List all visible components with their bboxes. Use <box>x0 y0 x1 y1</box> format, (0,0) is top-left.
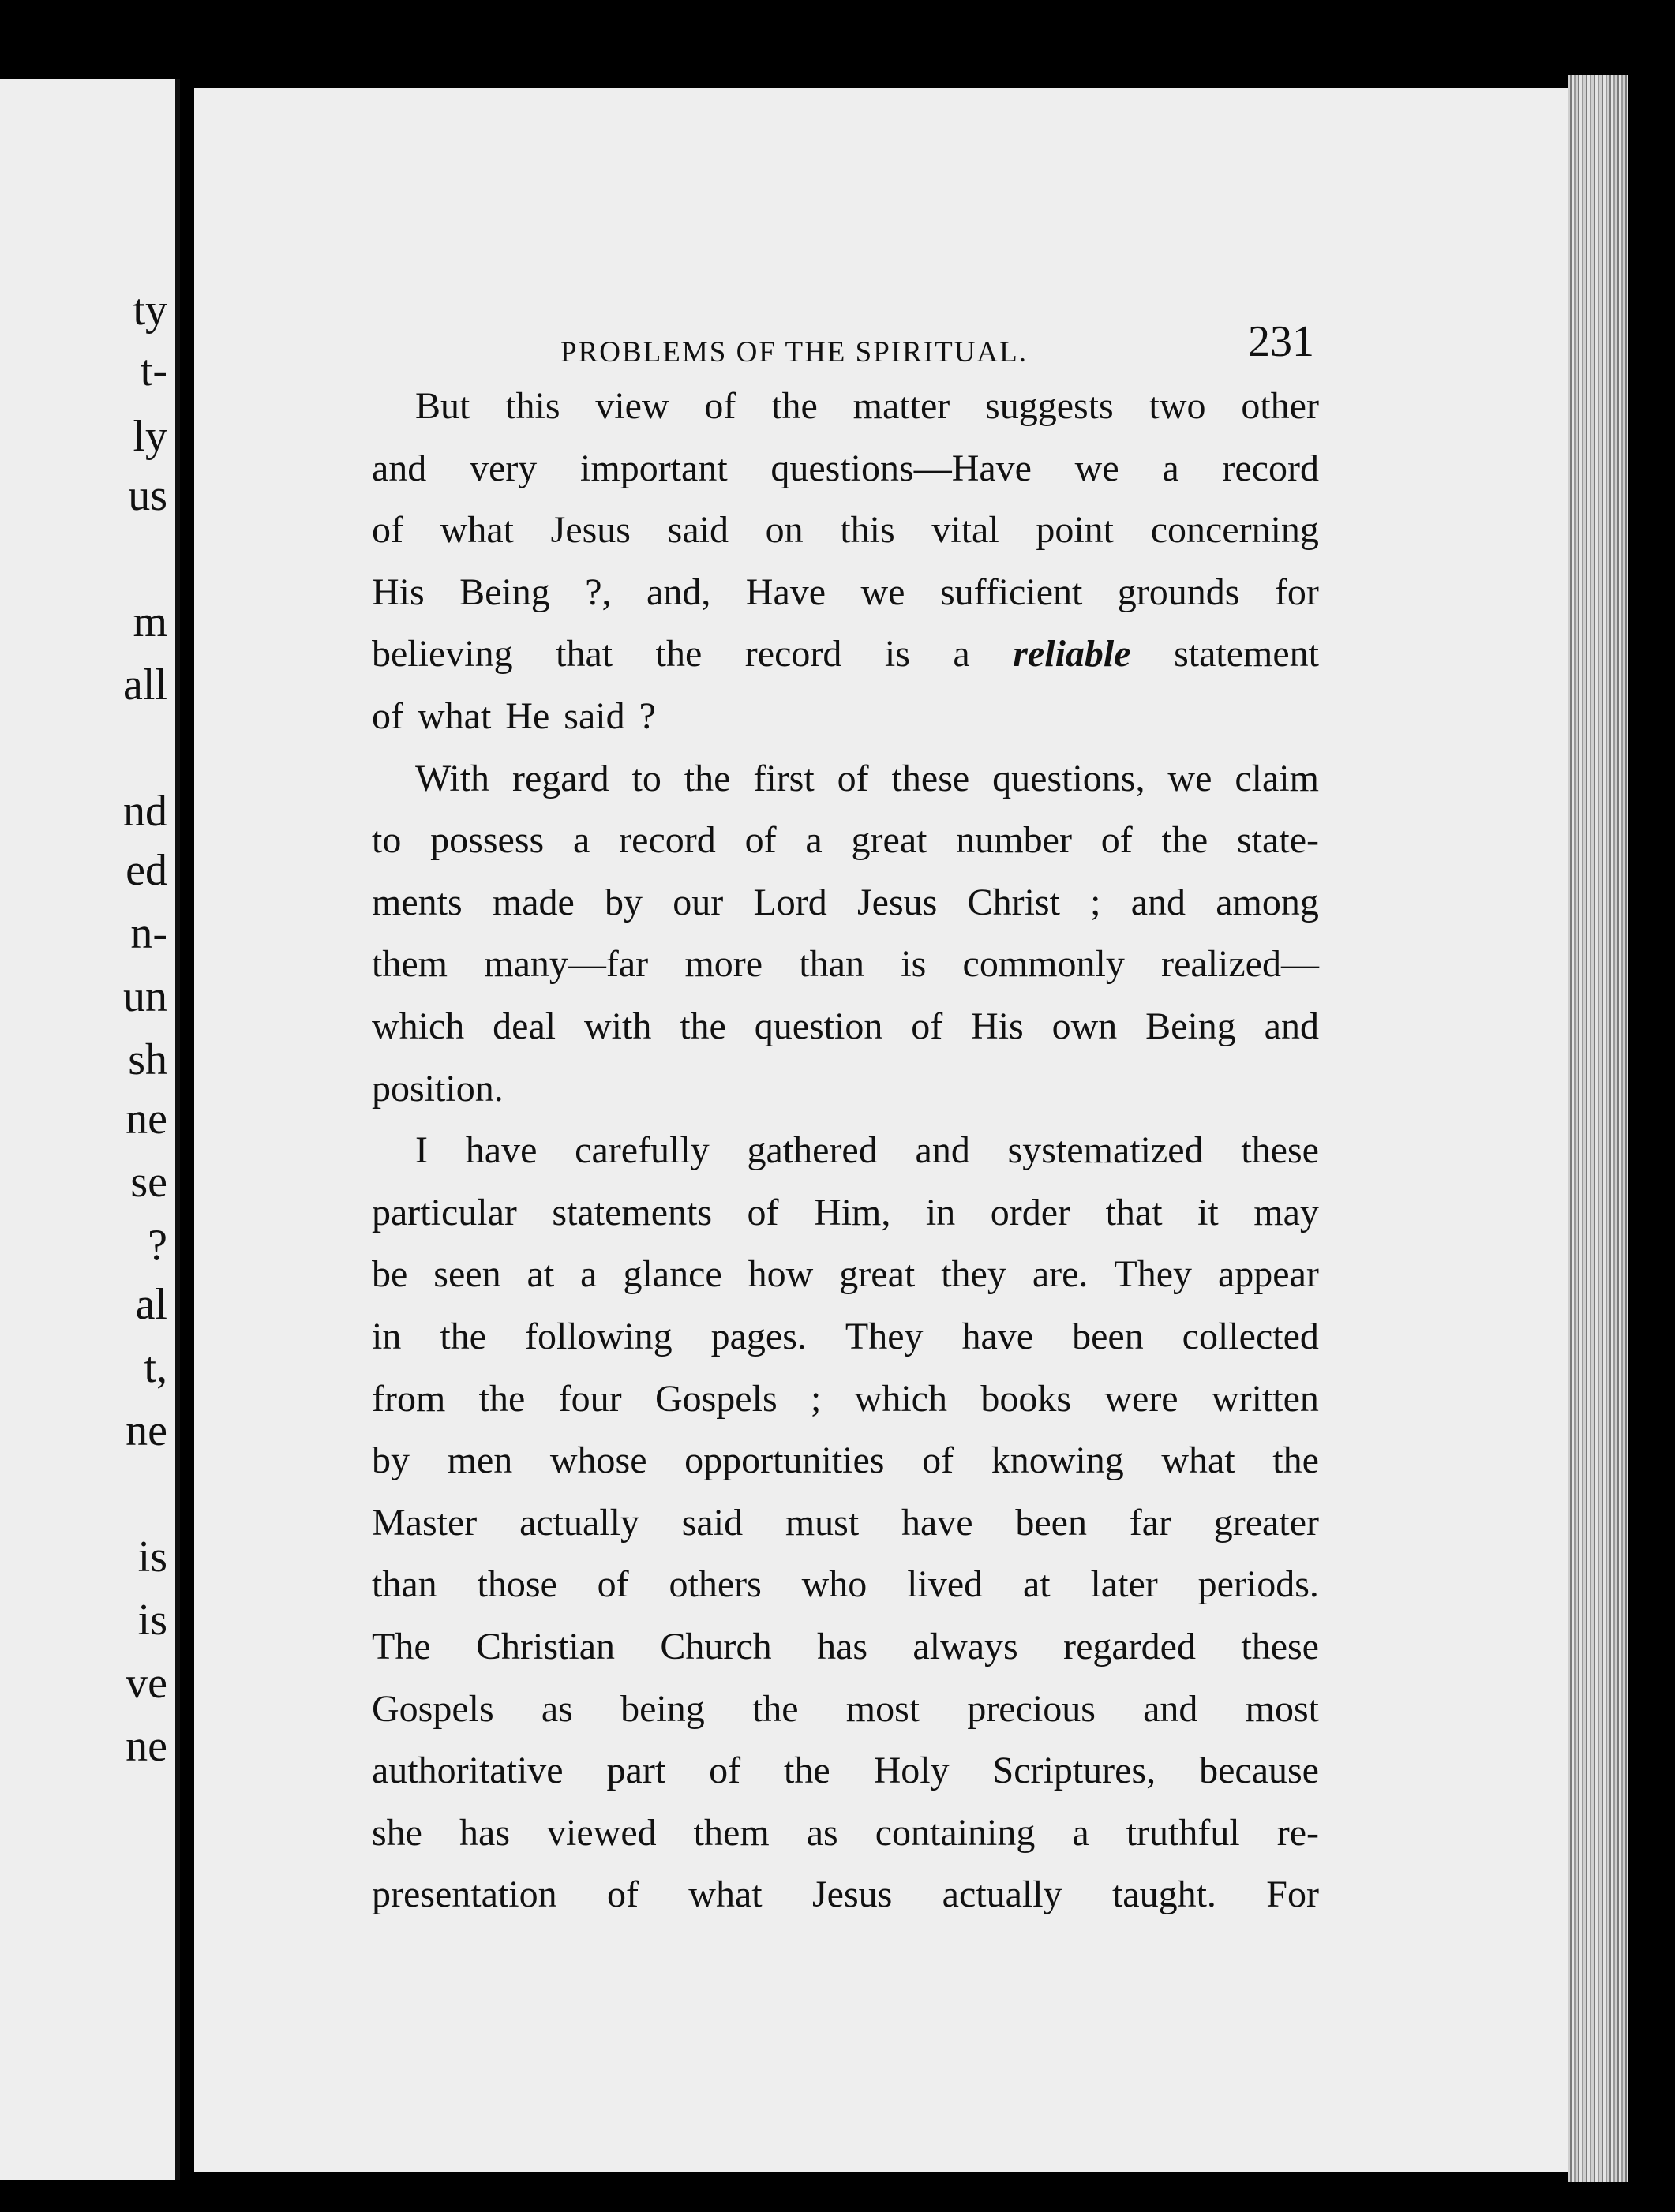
text-line: in the following pages. They have been collected <box>372 1316 1319 1357</box>
running-head <box>194 313 1568 384</box>
facing-page-line-end: ly <box>133 412 167 461</box>
facing-page-line-end: un <box>123 972 167 1021</box>
text-line: But this view of the matter suggests two other <box>415 385 1319 427</box>
text-line: to possess a record of a great number of the state- <box>372 819 1319 862</box>
facing-page-line-end: ty <box>133 286 167 335</box>
text-line: The Christian Church has always regarded these <box>372 1626 1319 1667</box>
facing-page-line-end: se <box>130 1158 167 1207</box>
text-line: position. <box>372 1067 504 1110</box>
text-line: from the four Gospels ; which books were written <box>372 1377 1319 1420</box>
facing-page-line-end: us <box>128 471 167 520</box>
text-line: of what Jesus said on this vital point concerning <box>372 509 1319 552</box>
text-line: With regard to the first of these questions, we claim <box>415 757 1319 799</box>
facing-page-line-end: all <box>123 661 167 709</box>
text-line: than those of others who lived at later periods. <box>372 1563 1319 1606</box>
text-line: of what He said ? <box>372 695 656 737</box>
text-line: which deal with the question of His own Being and <box>372 1005 1319 1047</box>
text-line: Gospels as being the most precious and most <box>372 1687 1319 1730</box>
text-line: authoritative part of the Holy Scriptures, because <box>372 1750 1319 1792</box>
facing-page-line-end: m <box>133 597 167 646</box>
facing-page-line-end: ne <box>126 1406 167 1455</box>
facing-page-line-end: ve <box>126 1659 167 1708</box>
text-line: Master actually said must have been far greater <box>372 1501 1319 1544</box>
facing-page-line-end: is <box>137 1533 167 1581</box>
page-number: 231 <box>1248 317 1314 366</box>
text-line: ments made by our Lord Jesus Christ ; and among <box>372 881 1319 923</box>
text-line: I have carefully gathered and systematized these <box>415 1129 1319 1172</box>
text-line: by men whose opportunities of knowing what the <box>372 1439 1319 1482</box>
facing-page-line-end: n- <box>130 909 167 958</box>
text-line: particular statements of Him, in order that it may <box>372 1191 1319 1233</box>
facing-page-line-end: is <box>137 1596 167 1645</box>
facing-page-line-end: t- <box>140 346 167 395</box>
text-line: them many—far more than is commonly realized— <box>372 943 1319 986</box>
facing-page-line-end: ? <box>148 1221 167 1270</box>
text-line: she has viewed them as containing a truthful re- <box>372 1811 1319 1854</box>
facing-page-fragment <box>0 79 180 2180</box>
text-line: presentation of what Jesus actually taught. For <box>372 1873 1319 1916</box>
text-line: believing that the record is a reliable statement <box>372 633 1319 676</box>
text-line: His Being ?, and, Have we sufficient grounds for <box>372 571 1319 613</box>
text-line: and very important questions—Have we a record <box>372 447 1319 489</box>
page-edge <box>1568 75 1628 2182</box>
text-line: be seen at a glance how great they are. They appear <box>372 1253 1319 1296</box>
facing-page-line-end: sh <box>128 1035 167 1084</box>
facing-page-line-end: al <box>135 1280 167 1329</box>
book-page <box>194 88 1568 2172</box>
running-head-title: PROBLEMS OF THE SPIRITUAL. <box>560 336 1029 369</box>
facing-page-line-end: ne <box>126 1722 167 1771</box>
facing-page-line-end: ed <box>126 846 167 895</box>
facing-page-line-end: ne <box>126 1095 167 1143</box>
facing-page-line-end: t, <box>144 1343 167 1392</box>
facing-page-line-end: nd <box>123 787 167 836</box>
